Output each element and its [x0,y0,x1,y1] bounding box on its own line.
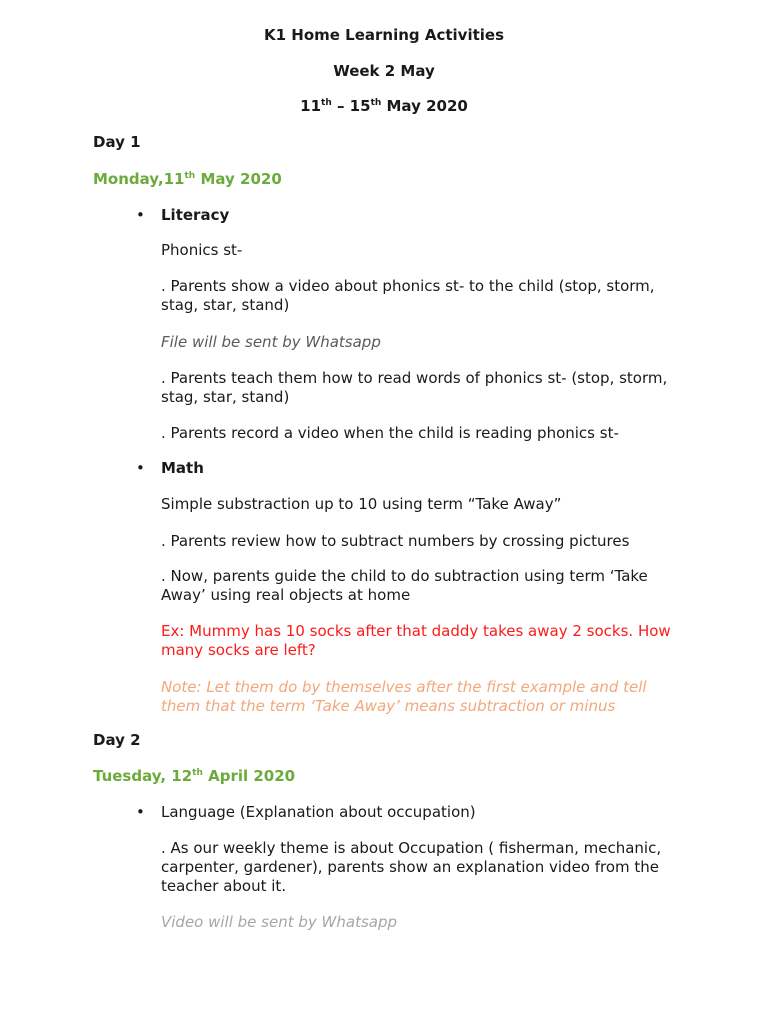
bullet-language: • [136,803,145,821]
language-heading: Language (Explanation about occupation) [161,803,476,821]
day1-label: Day 1 [93,133,141,151]
date-range: 11th – 15th May 2020 [300,97,468,115]
math-paragraph-1: . Parents review how to subtract numbers by crossing pictures [161,532,630,550]
language-paragraph-1: . As our weekly theme is about Occupation ( fisherman, mechanic, carpenter, gardener), parents show an explanation video from the teacher about it. [161,839,662,895]
language-note: Video will be sent by Whatsapp [161,913,398,931]
document-title: K1 Home Learning Activities [263,26,505,44]
week-title: Week 2 May [333,62,435,80]
bullet-literacy: • [136,206,145,224]
math-paragraph-2: . Now, parents guide the child to do subtraction using term ‘Take Away’ using real objects at home [161,567,648,604]
math-note: Note: Let them do by themselves after the first example and tell them that the term ‘Take Away’ means subtraction or minus [161,678,647,715]
math-example: Ex: Mummy has 10 socks after that daddy takes away 2 socks. How many socks are left? [161,622,671,659]
literacy-subtitle: Phonics st- [161,241,243,259]
math-subtitle: Simple substraction up to 10 using term “Take Away” [161,495,562,513]
day2-date: Tuesday, 12th April 2020 [93,767,296,785]
day2-label: Day 2 [93,731,141,749]
literacy-paragraph-1: . Parents show a video about phonics st- to the child (stop, storm, stag, star, stand) [161,277,655,314]
literacy-paragraph-2: . Parents teach them how to read words of phonics st- (stop, storm, stag, star, stand) [161,369,668,406]
math-heading: Math [161,459,204,477]
literacy-paragraph-3: . Parents record a video when the child is reading phonics st- [161,424,619,442]
literacy-heading: Literacy [161,206,230,224]
bullet-math: • [136,459,145,477]
day1-date: Monday,11th May 2020 [93,170,282,188]
literacy-note: File will be sent by Whatsapp [161,333,381,351]
